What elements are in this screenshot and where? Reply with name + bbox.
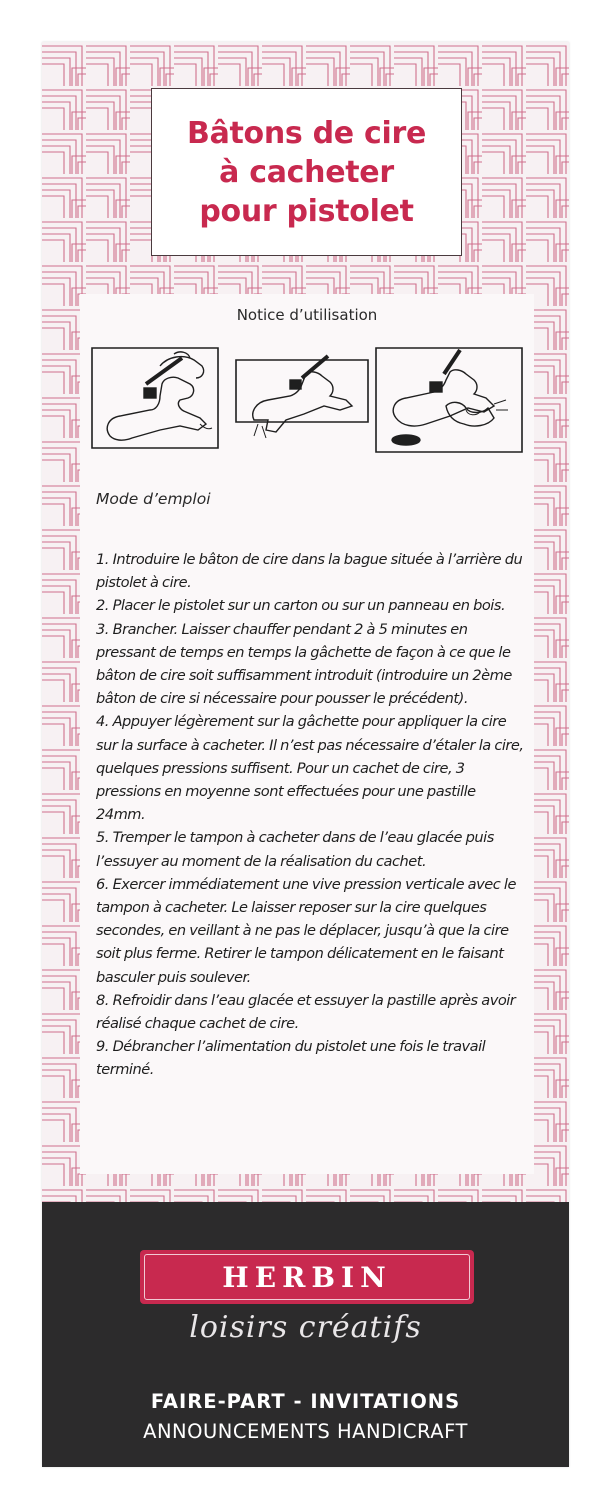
glue-gun-placed-icon bbox=[236, 356, 368, 438]
product-card bbox=[42, 42, 569, 1467]
tagline: loisirs créatifs bbox=[189, 1310, 422, 1345]
step-item: 1. Introduire le bâton de cire dans la bague située à l’arrière du pistolet à cire. bbox=[96, 551, 523, 592]
glue-gun-loading-icon bbox=[92, 348, 218, 448]
brand-name: HERBIN bbox=[222, 1260, 392, 1294]
glue-gun-applying-icon bbox=[376, 348, 522, 452]
herbin-logo bbox=[140, 1250, 474, 1304]
step-item: 5. Tremper le tampon à cacheter dans de l’eau glacée puis l’essuyer au moment de la réalisation du cachet. bbox=[96, 829, 494, 870]
instructions-panel bbox=[80, 294, 534, 1174]
steps-list bbox=[96, 548, 524, 1082]
logo-frame bbox=[144, 1254, 470, 1300]
step-item: 3. Brancher. Laisser chauffer pendant 2 à 5 minutes en pressant de temps en temps la gâchette de façon à ce que le bâton de cire soit suffisamment introduit (introduire un 2ème bâton de cire si nécessaire pour pousser le précédent). bbox=[96, 620, 512, 708]
title-line-2: à cacheter bbox=[219, 154, 394, 190]
illustrations-strip bbox=[90, 344, 524, 456]
footer-band bbox=[42, 1202, 569, 1467]
title-line-1: Bâtons de cire bbox=[187, 115, 426, 151]
notice-title: Notice d’utilisation bbox=[236, 306, 378, 324]
mode-title: Mode d’emploi bbox=[96, 490, 211, 508]
step-item: 9. Débrancher l’alimentation du pistolet une fois le travail terminé. bbox=[96, 1038, 486, 1079]
step-item: 4. Appuyer légèrement sur la gâchette pour appliquer la cire sur la surface à cacheter. Il n’est pas nécessaire d’étaler la cire, quelques pressions suffisent. Pour un cachet de cire, 3 pressions en moyenne sont effectuées pour une pastille 24mm. bbox=[96, 713, 524, 824]
title-line-3: pour pistolet bbox=[199, 193, 414, 229]
footer-line-french: FAIRE-PART - INVITATIONS bbox=[150, 1390, 461, 1413]
title-box bbox=[151, 88, 462, 256]
step-item: 8. Refroidir dans l’eau glacée et essuyer la pastille après avoir réalisé chaque cachet de cire. bbox=[96, 991, 516, 1033]
step-item: 6. Exercer immédiatement une vive pression verticale avec le tampon à cacheter. Le laisser reposer sur la cire quelques secondes, en veillant à ne pas le déplacer, jusqu’à que la cire soit plus ferme. Retirer le tampon délicatement en le faisant basculer puis soulever. bbox=[96, 875, 516, 986]
footer-line-english: ANNOUNCEMENTS HANDICRAFT bbox=[143, 1420, 468, 1443]
step-item: 2. Placer le pistolet sur un carton ou sur un panneau en bois. bbox=[96, 597, 506, 615]
